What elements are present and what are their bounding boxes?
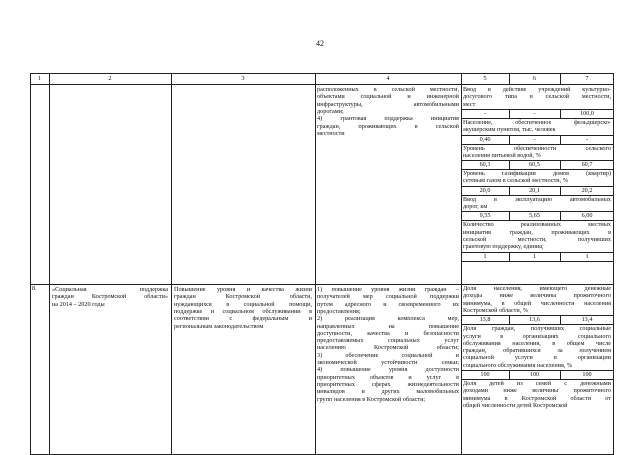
header-col-6: 6 <box>532 75 537 82</box>
row8-indicator-1-value-2: 13,6 <box>529 316 540 324</box>
row8-indicator-3-text: доходами ниже величины прожиточного <box>463 387 611 395</box>
cont-indicator-1-value-2: - <box>533 109 536 117</box>
row8-program-name: «Социальная поддержка <box>52 286 168 293</box>
cont-indicator-3-value-1: 60,3 <box>479 161 491 169</box>
row8-indicator-2-value-2: 100 <box>529 371 540 378</box>
cont-goal-text: объектами социальной и инженерной <box>317 93 459 101</box>
header-subcolumn-border <box>509 73 510 84</box>
cont-indicator-6-text: инициатив граждан, проживающих в <box>463 228 611 236</box>
column-border <box>171 73 172 455</box>
cont-goal-text: дорогами; <box>317 107 344 115</box>
header-col-3: 3 <box>241 75 245 82</box>
header-col-5: 5 <box>483 75 487 82</box>
row8-goal: региональным законодательством <box>174 322 264 330</box>
row8-tasks: 3) обеспечение социальной и <box>317 351 459 359</box>
cont-indicator-3-value-divider <box>509 160 510 169</box>
cont-indicator-5-value-1: 9,55 <box>479 212 491 220</box>
row8-indicator-3-text: Доля детей из семей с денежными <box>463 380 611 387</box>
row8-goal: граждан Костромской области, <box>174 293 312 301</box>
row8-indicator-2-text: социального обслуживания населения, % <box>463 361 573 369</box>
row8-indicator-2-value-divider <box>560 370 561 379</box>
cont-indicator-2-value-2: - <box>533 135 536 143</box>
cont-indicator-6-value-divider <box>560 252 561 261</box>
cont-indicator-5-text: Ввод в эксплуатацию автомобильных <box>463 195 611 203</box>
row8-indicator-1-value-divider <box>560 315 561 324</box>
row8-indicator-3-text: общей численности детей Костромской <box>463 401 568 409</box>
cont-indicator-1-value-1: - <box>483 109 487 117</box>
cont-indicator-4-value-2: 20,1 <box>529 186 540 194</box>
table-top-border <box>30 73 614 74</box>
cont-indicator-4-text: сетевым газом в сельской местности, % <box>463 177 568 185</box>
header-subcolumn-border <box>560 73 561 84</box>
cont-indicator-1-value-divider <box>560 109 561 118</box>
row8-indicator-1-text: Костромской области, % <box>463 306 528 314</box>
row8-tasks: инвалидов и других маломобильных <box>317 388 459 396</box>
row8-indicator-1-text: Доля населения, имеющего денежные <box>463 285 611 292</box>
column-border <box>613 73 614 455</box>
cont-indicator-4-text: Уровень газификации домов (квартир) <box>463 170 611 178</box>
header-bottom-border <box>30 84 614 85</box>
header-col-2: 2 <box>108 75 112 82</box>
column-border <box>315 73 316 455</box>
row8-indicator-2-value-1: 100 <box>480 371 490 378</box>
row8-indicator-2-text: Доля граждан, получивших социальные <box>463 325 611 333</box>
cont-indicator-6-text: грантовую поддержку, единиц <box>463 243 543 251</box>
cont-indicator-5-value-3: 6,00 <box>581 212 593 220</box>
cont-indicator-6-value-divider <box>509 252 510 261</box>
cont-indicator-4-value-divider <box>560 186 561 195</box>
cont-indicator-5-value-divider <box>509 211 510 220</box>
cont-indicator-2-value-divider <box>560 135 561 144</box>
row8-indicator-1-text: доходы ниже величины прожиточного <box>463 292 611 300</box>
cont-indicator-6-text: Количество реализованных местных <box>463 221 611 229</box>
cont-indicator-2-value-1: 0,46 <box>479 135 491 143</box>
cont-indicator-3-text: Уровень обеспеченности сельского <box>463 144 611 152</box>
row8-indicator-2-value-divider <box>509 370 510 379</box>
cont-indicator-6-value-3: 1 <box>585 252 589 260</box>
cont-indicator-3-text: населения питьевой водой, % <box>463 151 541 159</box>
page-number: 42 <box>316 39 324 48</box>
row8-goal: нуждающихся в социальной помощи, <box>174 300 312 308</box>
cont-indicator-1-text: Ввод в действие учреждений культурно- <box>463 86 611 93</box>
row8-tasks: путем адресного и своевременного их <box>317 300 459 308</box>
row8-indicator-1-text: минимума, в общей численности населения <box>463 299 611 307</box>
row8-indicator-2-text: услуги в организациях социального <box>463 332 611 340</box>
cont-indicator-2-value-3: - <box>585 135 589 143</box>
row8-indicator-2-value-3: 100 <box>582 371 592 378</box>
row8-tasks: получателей мер социальной поддержки <box>317 293 459 301</box>
row8-tasks: 2) реализация комплекса мер, <box>317 315 459 323</box>
cont-indicator-6-value-2: 1 <box>532 252 537 260</box>
row8-tasks: приоритетных объектов и услуг в <box>317 373 459 381</box>
cont-indicator-3-value-3: 60,7 <box>581 161 593 169</box>
cont-indicator-1-text: мест <box>463 100 476 108</box>
cont-goal-text: расположенных в сельской местности, <box>317 86 459 93</box>
cont-indicator-3-value-divider <box>560 160 561 169</box>
row8-indicator-1-value-1: 13,8 <box>479 316 491 324</box>
cont-indicator-1-text: досугового типа в сельской местности, <box>463 93 611 101</box>
row8-program-name: на 2014 – 2020 годы <box>52 300 105 308</box>
header-col-4: 4 <box>386 75 390 82</box>
cont-goal-text: 4) грантовая поддержка инициатив <box>317 115 459 123</box>
cont-goal-text: граждан, проживающих в сельской <box>317 122 459 130</box>
row8-number: 8. <box>32 285 37 292</box>
row8-tasks: групп населения в Костромской области; <box>317 395 426 403</box>
row8-tasks: 4) повышение уровня доступности <box>317 366 459 374</box>
cont-indicator-4-value-divider <box>509 186 510 195</box>
row8-goal: поддержке и социальном обслуживании в <box>174 307 312 315</box>
cont-indicator-3-value-2: 60,5 <box>529 161 540 169</box>
row8-indicator-2-text: социальной услуги в организации <box>463 354 611 362</box>
row8-goal: Повышение уровня и качества жизни <box>174 286 312 293</box>
row8-tasks: предоставляемых социальных услуг <box>317 337 459 345</box>
cont-indicator-1-value-divider <box>509 109 510 118</box>
cont-indicator-1-value-3: 100,0 <box>580 109 594 117</box>
row8-tasks: экономической устойчивости семьи; <box>317 359 459 366</box>
cont-indicator-2-value-divider <box>509 135 510 144</box>
row8-indicator-3-text: минимума в Костромской области от <box>463 394 611 402</box>
program-table <box>30 73 614 455</box>
cont-indicator-5-value-divider <box>560 211 561 220</box>
header-col-1: 1 <box>37 75 42 82</box>
row8-tasks: населению Костромской области; <box>317 344 459 352</box>
cont-indicator-6-text: сельской местности, получивших <box>463 235 611 243</box>
cont-indicator-4-value-1: 20,0 <box>479 186 491 194</box>
row8-tasks: направленных на повышение <box>317 322 459 330</box>
column-border <box>49 73 50 455</box>
cont-indicator-5-text: дорог, км <box>463 203 488 210</box>
row8-program-name: граждан Костромской области» <box>52 293 168 301</box>
row8-indicator-2-text: обслуживания населения, в общем числе <box>463 339 611 347</box>
row8-indicator-2-text: граждан, обратившихся за получением <box>463 347 611 355</box>
cont-indicator-divider <box>461 261 614 262</box>
row8-goal: соответствии с федеральным и <box>174 315 312 323</box>
row8-tasks: приоритетных сферах жизнедеятельности <box>317 380 459 388</box>
column-border <box>30 73 31 455</box>
header-col-7: 7 <box>585 75 589 82</box>
cont-goal-text: местности <box>317 129 345 137</box>
row8-indicator-1-value-divider <box>509 315 510 324</box>
row8-tasks: предоставления; <box>317 307 361 315</box>
cont-indicator-2-text: акушерским пунктом, тыс. человек <box>463 126 556 134</box>
row8-indicator-1-value-3: 13,4 <box>581 316 593 324</box>
row8-tasks: 1) повышение уровня жизни граждан – <box>317 286 459 293</box>
cont-indicator-4-value-3: 20,2 <box>581 186 593 194</box>
column-border <box>461 73 462 455</box>
cont-indicator-2-text: Население, обеспеченное фельдшерско- <box>463 118 611 126</box>
cont-indicator-5-value-2: 5,65 <box>529 212 540 220</box>
row8-tasks: доступности, качества и безопасности <box>317 329 459 337</box>
cont-indicator-6-value-1: 1 <box>483 252 487 260</box>
cont-goal-text: инфраструктуры, автомобильными <box>317 100 459 108</box>
